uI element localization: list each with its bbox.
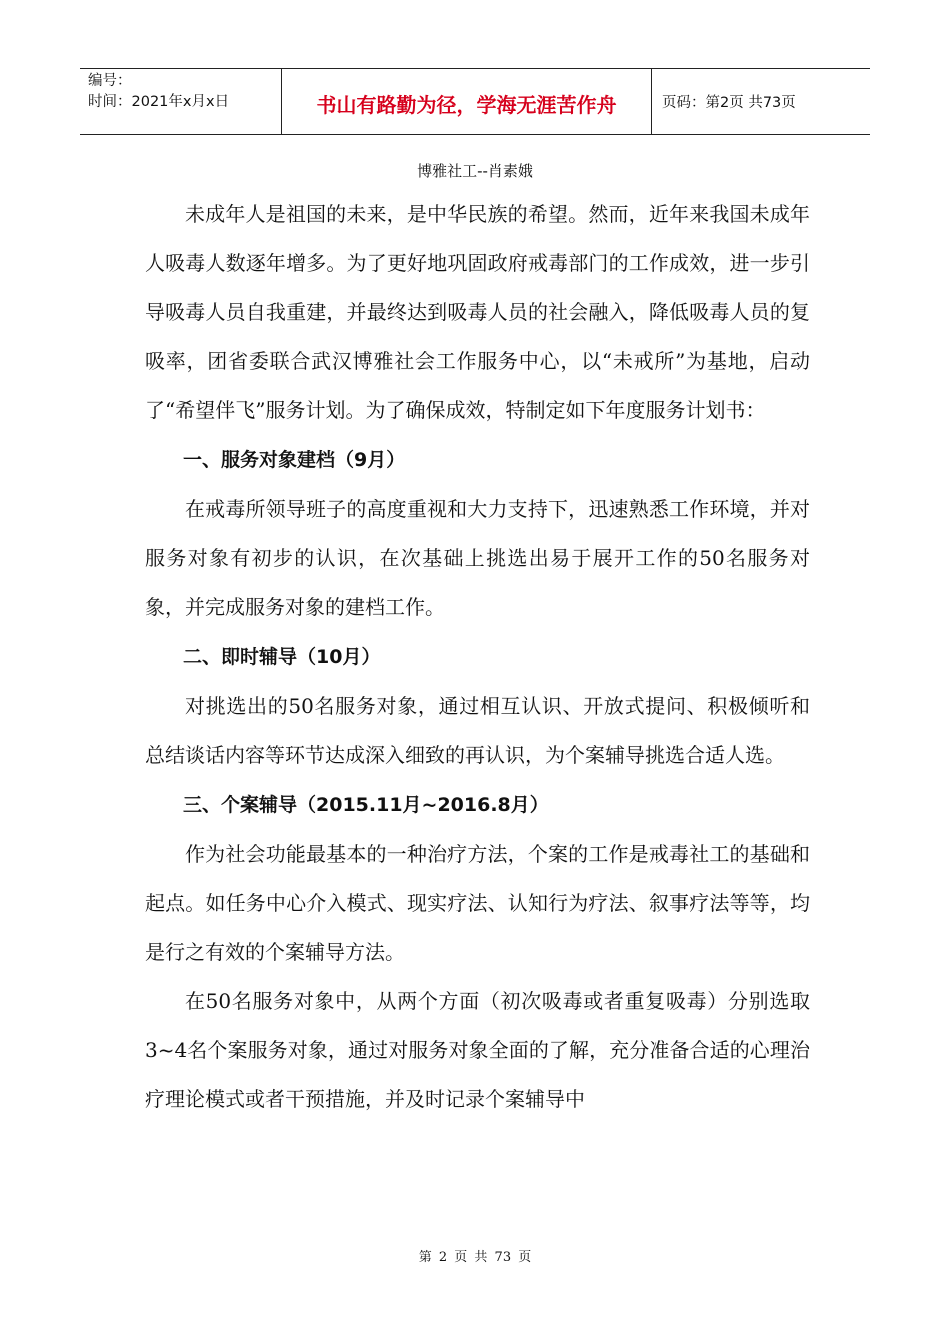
section-heading-1: 一、服务对象建档（9月） [183, 449, 406, 471]
page-footer: 第 2 页 共 73 页 [418, 1250, 532, 1265]
section-paragraph-2: 对挑选出的50名服务对象，通过相互认识、开放式提问、积极倾听和总结谈话内容等环节达成深入细致的再认识，为个案辅导挑选合适人选。 [145, 694, 810, 767]
section-heading-2: 二、即时辅导（10月） [183, 646, 381, 668]
header-meta [80, 69, 282, 134]
header-motto: 书山有路勤为径，学海无涯苦作舟 [282, 69, 652, 134]
document-body [145, 190, 810, 1124]
section-paragraph-1: 在戒毒所领导班子的高度重视和大力支持下，迅速熟悉工作环境，并对服务对象有初步的认识，在次基础上挑选出易于展开工作的50名服务对象，并完成服务对象的建档工作。 [145, 497, 810, 619]
section-paragraph-3b: 在50名服务对象中，从两个方面（初次吸毒或者重复吸毒）分别选取3~4名个案服务对象，通过对服务对象全面的了解，充分准备合适的心理治疗理论模式或者干预措施，并及时记录个案辅导中 [145, 989, 810, 1111]
page-header [80, 68, 870, 135]
section-paragraph-3a: 作为社会功能最基本的一种治疗方法，个案的工作是戒毒社工的基础和起点。如任务中心介入模式、现实疗法、认知行为疗法、叙事疗法等等，均是行之有效的个案辅导方法。 [145, 842, 810, 964]
section-heading-3: 三、个案辅导（2015.11月~2016.8月） [183, 794, 549, 816]
intro-paragraph: 未成年人是祖国的未来，是中华民族的希望。然而，近年来我国未成年人吸毒人数逐年增多。为了更好地巩固政府戒毒部门的工作成效，进一步引导吸毒人员自我重建，并最终达到吸毒人员的社会融入，降低吸毒人员的复吸率，团省委联合武汉博雅社会工作服务中心，以“未戒所”为基地，启动了“希望伴飞”服务计划。为了确保成效，特制定如下年度服务计划书： [145, 202, 810, 422]
header-page-info: 页码：第2页 共73页 [662, 95, 796, 111]
time-label: 时间：2021年x月x日 [88, 94, 230, 110]
number-label: 编号： [88, 73, 132, 89]
document-title: 博雅社工--肖素娥 [417, 162, 533, 180]
